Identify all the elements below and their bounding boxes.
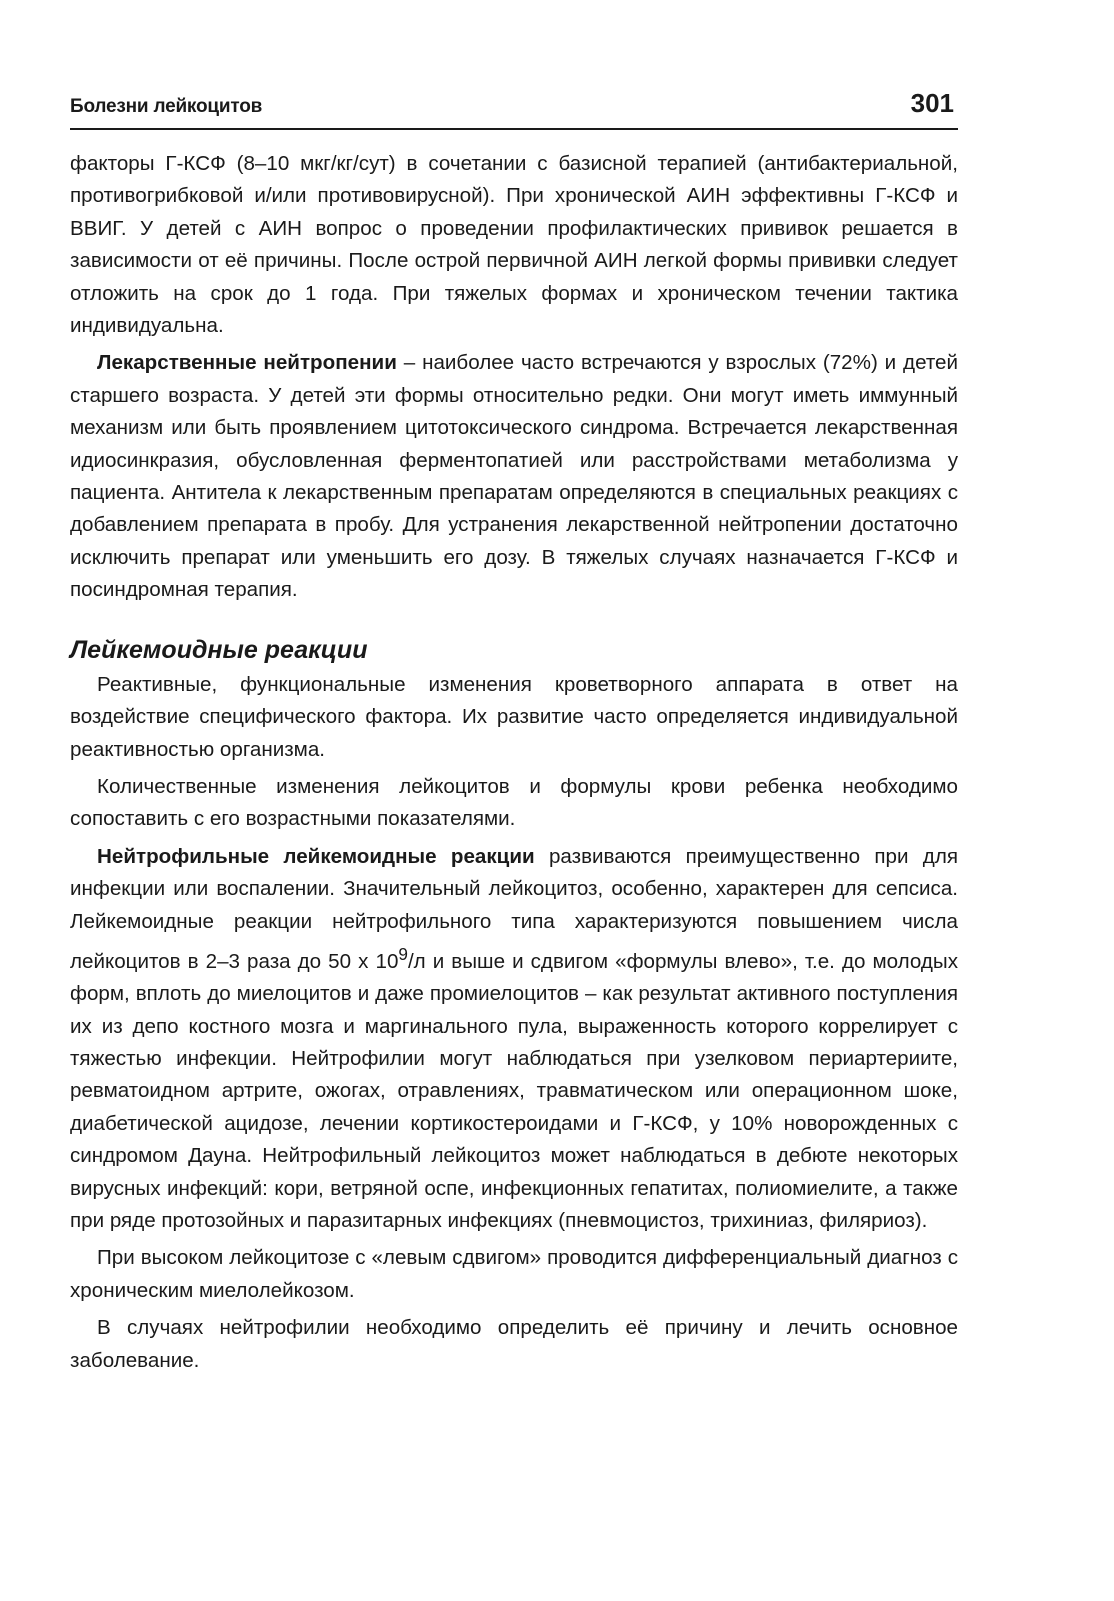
paragraph-autoimmune-neutropenia-continued	[70, 148, 958, 342]
paragraph-text: Реактивные, функциональные изменения кроветворного аппарата в ответ на воздействие специфического фактора. Их развитие часто определяется индивидуальной реактивностью организма.	[70, 672, 958, 761]
paragraph-differential-diagnosis	[70, 1242, 958, 1307]
paragraph-text: – наиболее часто встречаются у взрослых (72%) и детей старшего возраста. У детей эти формы относительно редки. Они могут иметь иммунный механизм или быть проявлением цитотоксического синдрома. Встречается лекарственная идиосинкразия, обусловленная ферментопатией или расстройствами метаболизма у пациента. Антитела к лекарственным препаратам определяются в специальных реакциях с добавлением препарата в пробу. Для устранения лекарственной нейтропении достаточно исключить препарат или уменьшить его дозу. В тяжелых случаях назначается Г-КСФ и посиндромная терапия.	[70, 351, 959, 602]
paragraph-text-continued: /л и выше и сдвигом «формулы влево», т.е. до молодых форм, вплоть до миелоцитов и даже промиелоцитов – как результат активного поступления их из депо костного мозга и маргинального пула, выраженность которого коррелирует с тяжестью инфекции. Нейтрофилии могут наблюдаться при узелковом периартериите, ревматоидном артрите, ожогах, отравлениях, травматическом или операционном шоке, диабетической ацидозе, лечении кортикостероидами и Г-КСФ, у 10% новорожденных с синдромом Дауна. Нейтрофильный лейкоцитоз может наблюдаться в дебюте некоторых вирусных инфекций: кори, ветряной оспе, инфекционных гепатитах, полиомиелите, а также при ряде протозойных и паразитарных инфекциях (пневмоцистоз, трихиниаз, филяриоз).	[70, 949, 959, 1233]
term-neutrophilic-reactions: Нейтрофильные лейкемоидные реакции	[97, 844, 535, 868]
paragraph-treatment	[70, 1312, 958, 1377]
paragraph-text: факторы Г-КСФ (8–10 мкг/кг/сут) в сочетании с базисной терапией (антибактериальной, противогрибковой и/или противовирусной). При хронической АИН эффективны Г-КСФ и ВВИГ. У детей с АИН вопрос о проведении профилактических прививок решается в зависимости от её причины. После острой первичной АИН легкой формы прививки следует отложить на срок до 1 года. При тяжелых формах и хроническом течении тактика индивидуальна.	[70, 152, 958, 338]
paragraph-neutrophilic-reactions	[70, 841, 958, 1238]
paragraph-text: Количественные изменения лейкоцитов и формулы крови ребенка необходимо сопоставить с его возрастными показателями.	[70, 774, 958, 831]
paragraph-reactive-changes	[70, 669, 958, 766]
page-number: 301	[910, 88, 954, 118]
paragraph-quantitative-changes	[70, 771, 958, 836]
paragraph-text: развиваются преимущественно при для инфекции или воспалении. Значительный лейкоцитоз, особенно, характерен для сепсиса. Лейкемоидные реакции нейтрофильного типа характеризуются повышением числа лейкоцитов в 2–3 раза до 50 х 10	[70, 844, 958, 973]
paragraph-text: При высоком лейкоцитозе с «левым сдвигом» проводится дифференциальный диагноз с хроническим миелолейкозом.	[70, 1246, 958, 1302]
body-text	[70, 148, 958, 1382]
running-head	[70, 88, 958, 130]
running-title: Болезни лейкоцитов	[70, 96, 263, 117]
term-drug-neutropenia: Лекарственные нейтропении	[97, 351, 397, 375]
paragraph-text: В случаях нейтрофилии необходимо определить её причину и лечить основное заболевание.	[70, 1316, 958, 1372]
paragraph-drug-neutropenia	[70, 347, 958, 606]
section-heading: Лейкемоидные реакции	[70, 635, 368, 664]
exponent: 9	[398, 943, 408, 964]
